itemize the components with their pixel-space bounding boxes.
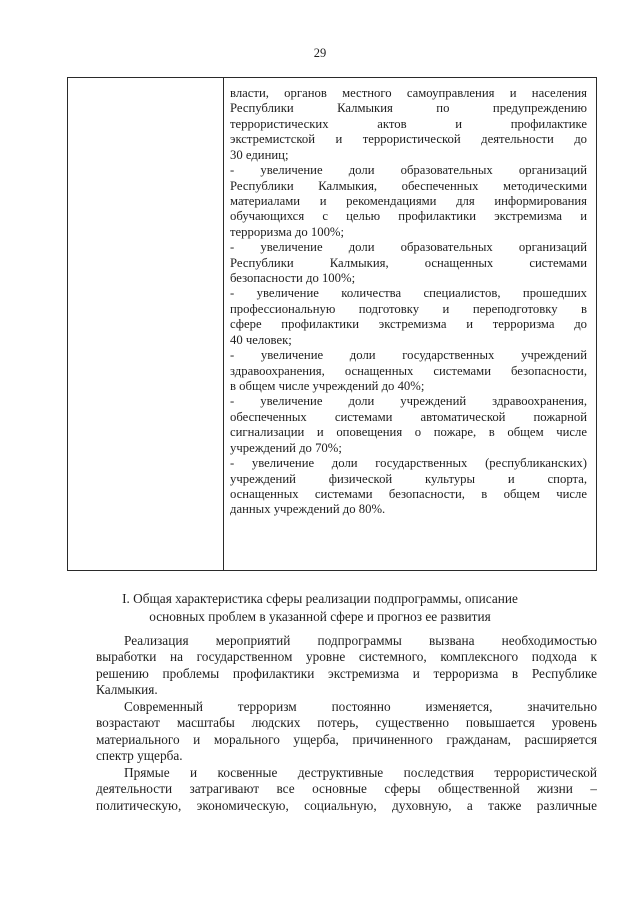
paragraph-line: Современный терроризм постоянно изменяется, значительно (124, 698, 597, 714)
paragraph-line: возрастают масштабы людских потерь, существенно повышается уровень (96, 715, 597, 731)
paragraph-line: деятельности затрагивают все основные сферы общественной жизни – (96, 781, 597, 797)
section-heading-line-2: основных проблем в указанной сфере и прогноз ее развития (149, 609, 491, 624)
table-text-line: оснащенных системами безопасности, в общем числе (230, 486, 587, 501)
table-text-line: Республики Калмыкия, обеспеченных методическими (230, 178, 587, 193)
table-text-line: - увеличение доли учреждений здравоохранения, (230, 394, 587, 409)
table-text-line: - увеличение доли государственных (республиканских) (230, 456, 587, 471)
paragraph-line: Реализация мероприятий подпрограммы вызвана необходимостью (124, 633, 597, 648)
table-text-line: данных учреждений до 80%. (230, 502, 386, 517)
table-text-line: экстремистской и террористической деятельности до (230, 132, 587, 147)
table-text-line: обучающихся с целью профилактики экстремизма и (230, 209, 587, 224)
paragraph-line: материального и морального ущерба, причиненного гражданам, расширяется (96, 731, 597, 747)
table-text-line: учреждений до 70%; (230, 440, 342, 455)
table-text-line: - увеличение количества специалистов, прошедших (230, 286, 587, 301)
table-text-line: в общем числе учреждений до 40%; (230, 379, 425, 394)
table-text-line: сфере профилактики экстремизма и терроризма до (230, 317, 587, 332)
table-text-line: профессиональную подготовку и переподготовку в (230, 301, 587, 316)
page-number: 29 (313, 46, 327, 60)
table-left-cell (68, 78, 224, 570)
section-heading (0, 590, 640, 626)
table-text-line: власти, органов местного самоуправления и населения (230, 86, 587, 100)
section-heading-line-1: I. Общая характеристика сферы реализации подпрограммы, описание (122, 591, 518, 606)
table-text-line: Республики Калмыкия, оснащенных системами (230, 255, 587, 270)
table-text-line: Республики Калмыкия по предупреждению (230, 101, 587, 116)
paragraph-line: Калмыкия. (96, 682, 158, 698)
goals-table (67, 77, 597, 571)
table-text-line: - увеличение доли образовательных организаций (230, 163, 587, 178)
paragraph-line: спектр ущерба. (96, 748, 183, 764)
table-text-line: терроризма до 100%; (230, 224, 345, 239)
table-text-line: 30 единиц; (230, 147, 289, 162)
body-text (96, 633, 597, 814)
paragraph-line: политическую, экономическую, социальную, духовную, а также различные (96, 797, 597, 813)
paragraph-line: Прямые и косвенные деструктивные последствия террористической (124, 764, 597, 780)
table-text-line: сигнализации и оповещения о пожаре, в общем числе (230, 425, 587, 440)
table-text-line: - увеличение доли образовательных организаций (230, 240, 587, 255)
table-text-line: учреждений физической культуры и спорта, (230, 471, 587, 486)
table-text-line: - увеличение доли государственных учреждений (230, 348, 587, 363)
table-text-line: безопасности до 100%; (230, 271, 356, 286)
table-text-line: материалами и рекомендациями для информирования (230, 193, 587, 208)
table-right-cell (224, 78, 596, 570)
paragraph-line: решению проблемы профилактики экстремизма и терроризма в Республике (96, 665, 597, 681)
table-text-line: 40 человек; (230, 332, 292, 347)
table-text-line: здравоохранения, оснащенных системами безопасности, (230, 363, 587, 378)
paragraph-line: выработки на государственном уровне системного, комплексного подхода к (96, 649, 597, 665)
table-text-line: обеспеченных системами автоматической пожарной (230, 409, 587, 424)
table-text-line: террористических актов и профилактике (230, 116, 587, 131)
